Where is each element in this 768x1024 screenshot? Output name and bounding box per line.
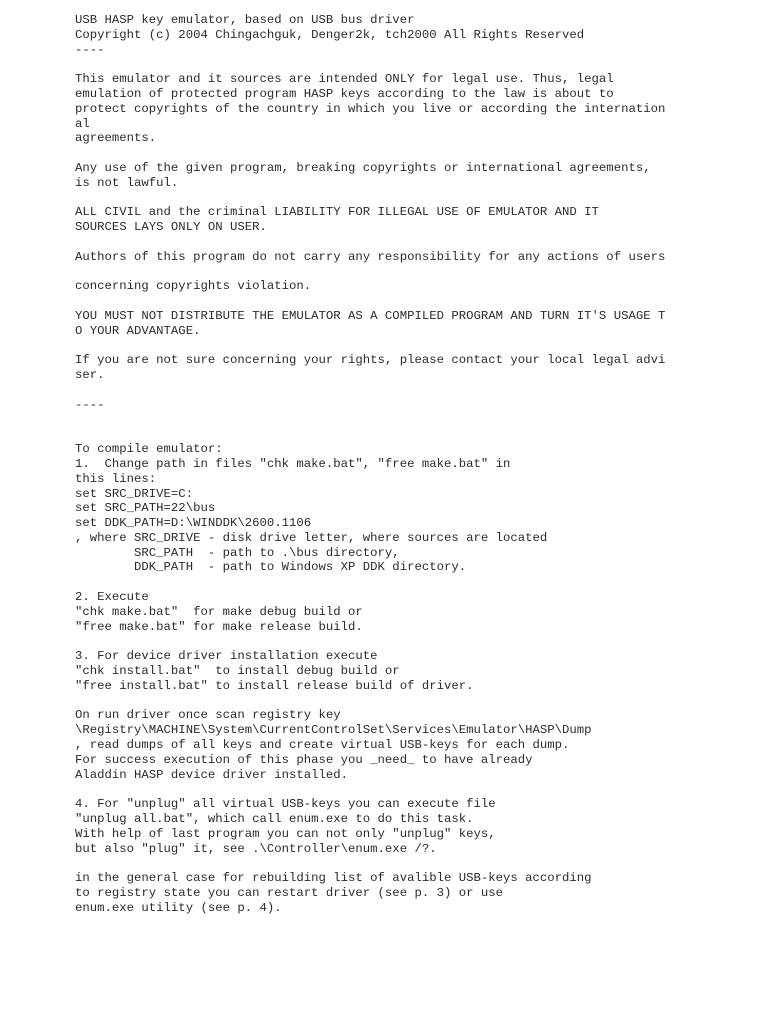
- text-line: This emulator and it sources are intended ONLY for legal use. Thus, legal: [75, 72, 614, 87]
- text-line: concerning copyrights violation.: [75, 279, 312, 294]
- text-line: "free install.bat" to install release build of driver.: [75, 678, 474, 693]
- text-line: ser.: [75, 368, 105, 383]
- text-line: [75, 294, 745, 309]
- text-line: 4. For "unplug" all virtual USB-keys you can execute file: [75, 797, 496, 812]
- text-line: SRC_PATH - path to .\bus directory,: [75, 545, 400, 560]
- text-line: SOURCES LAYS ONLY ON USER.: [75, 220, 267, 235]
- text-line: Any use of the given program, breaking copyrights or international agreements,: [75, 160, 651, 175]
- text-line: USB HASP key emulator, based on USB bus driver: [75, 13, 415, 27]
- text-line: [75, 191, 745, 206]
- text-line: Copyright (c) 2004 Chingachguk, Denger2k, tch2000 All Rights Reserved: [75, 27, 585, 42]
- text-line: "unplug all.bat", which call enum.exe to do this task.: [75, 812, 474, 827]
- text-line: is not lawful.: [75, 175, 179, 190]
- text-line: Authors of this program do not carry any responsibility for any actions of users: [75, 249, 666, 264]
- text-line: "chk make.bat" for make debug build or: [75, 604, 363, 619]
- text-line: [75, 146, 745, 161]
- text-line: ----: [75, 397, 105, 412]
- text-line: To compile emulator:: [75, 442, 223, 457]
- text-line: set SRC_PATH=22\bus: [75, 501, 216, 516]
- text-line: O YOUR ADVANTAGE.: [75, 323, 201, 338]
- text-line: al: [75, 116, 90, 131]
- text-line: 3. For device driver installation execute: [75, 649, 378, 664]
- text-line: [75, 265, 745, 280]
- text-line: If you are not sure concerning your rights, please contact your local legal advi: [75, 353, 666, 368]
- text-line: YOU MUST NOT DISTRIBUTE THE EMULATOR AS A COMPILED PROGRAM AND TURN IT'S USAGE T: [75, 308, 666, 323]
- text-line: [75, 634, 745, 649]
- text-line: protect copyrights of the country in which you live or according the internation: [75, 101, 666, 116]
- text-line: [75, 57, 745, 72]
- text-line: [75, 427, 745, 442]
- text-line: , where SRC_DRIVE - disk drive letter, where sources are located: [75, 530, 548, 545]
- text-line: Aladdin HASP device driver installed.: [75, 767, 349, 782]
- text-line: 1. Change path in files "chk make.bat", "free make.bat" in: [75, 456, 511, 471]
- text-line: emulation of protected program HASP keys according to the law is about to: [75, 86, 614, 101]
- text-line: "chk install.bat" to install debug build or: [75, 664, 400, 679]
- text-line: but also "plug" it, see .\Controller\enum.exe /?.: [75, 841, 437, 856]
- text-line: to registry state you can restart driver (see p. 3) or use: [75, 886, 504, 901]
- text-line: agreements.: [75, 131, 157, 146]
- text-line: this lines:: [75, 471, 157, 486]
- text-line: in the general case for rebuilding list of avalible USB-keys according: [75, 871, 592, 886]
- text-line: "free make.bat" for make release build.: [75, 619, 363, 634]
- text-line: , read dumps of all keys and create virtual USB-keys for each dump.: [75, 738, 570, 753]
- text-line: For success execution of this phase you _need_ to have already: [75, 752, 533, 767]
- text-line: [75, 575, 745, 590]
- text-line: [75, 782, 745, 797]
- text-line: DDK_PATH - path to Windows XP DDK directory.: [75, 560, 467, 575]
- text-line: enum.exe utility (see p. 4).: [75, 900, 282, 915]
- document-page: [75, 13, 745, 916]
- text-line: 2. Execute: [75, 590, 149, 605]
- text-line: [75, 694, 745, 709]
- text-line: [75, 383, 745, 398]
- text-line: set SRC_DRIVE=C:: [75, 486, 194, 501]
- text-line: [75, 235, 745, 250]
- text-line: ----: [75, 42, 105, 57]
- text-line: \Registry\MACHINE\System\CurrentControlSet\Services\Emulator\HASP\Dump: [75, 723, 592, 738]
- text-line: On run driver once scan registry key: [75, 708, 341, 723]
- text-line: [75, 856, 745, 871]
- text-line: ALL CIVIL and the criminal LIABILITY FOR ILLEGAL USE OF EMULATOR AND IT: [75, 205, 599, 220]
- text-line: With help of last program you can not only "unplug" keys,: [75, 826, 496, 841]
- text-line: [75, 413, 745, 428]
- text-line: [75, 339, 745, 354]
- text-line: set DDK_PATH=D:\WINDDK\2600.1106: [75, 516, 312, 531]
